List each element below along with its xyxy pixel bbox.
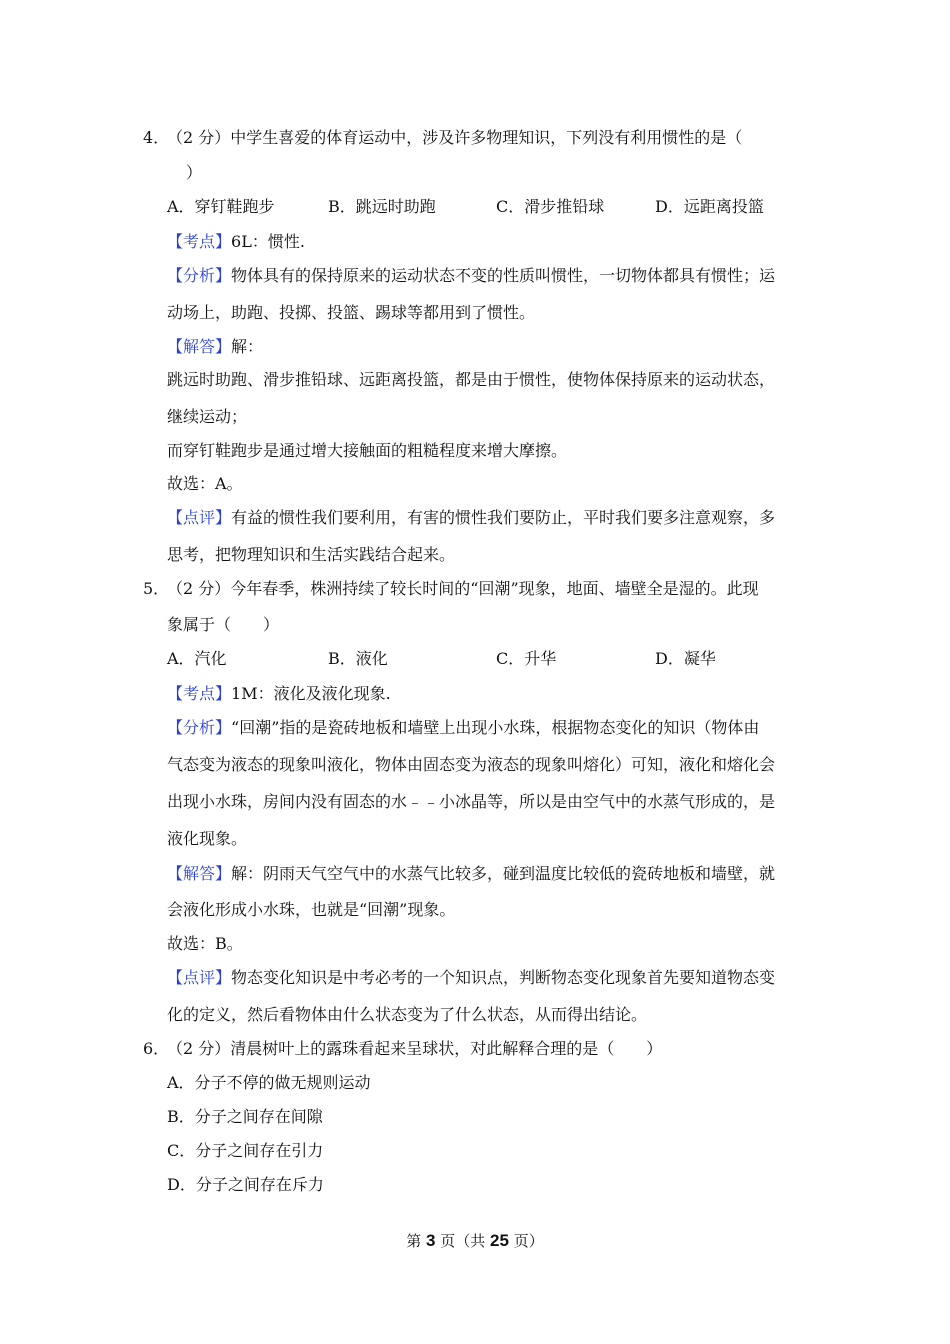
kaodian-text: 1M：液化及液化现象.	[231, 684, 391, 703]
q5-dianping-line2: 化的定义，然后看物体由什么状态变为了什么状态，从而得出结论。	[167, 1005, 648, 1024]
q6-stem-line1: （2 分）清晨树叶上的露珠看起来呈球状，对此解释合理的是（ ）	[167, 1039, 663, 1058]
q5-answer: 故选：B。	[167, 934, 243, 953]
q6-option-b: B．分子之间存在间隙	[167, 1107, 323, 1126]
jieda-text: 解：	[231, 337, 264, 356]
footer-total-pages: 25	[490, 1231, 509, 1250]
q6-option-a: A．分子不停的做无规则运动	[167, 1073, 371, 1092]
dianping-line1: 有益的惯性我们要利用，有害的惯性我们要防止，平时我们要多注意观察，多	[231, 508, 776, 527]
q5-dianping	[167, 968, 775, 988]
fenxi-tag: 【分析】	[167, 266, 232, 285]
q5-option-b: B．液化	[328, 649, 388, 668]
kaodian-tag: 【考点】	[167, 684, 232, 703]
q5-fenxi-line3: 出现小水珠，房间内没有固态的水﹣﹣小冰晶等，所以是由空气中的水蒸气形成的，是	[167, 792, 776, 811]
q5-jieda	[167, 864, 775, 884]
q4-jieda-line3: 继续运动；	[167, 407, 248, 426]
q4-stem-line1: （2 分）中学生喜爱的体育运动中，涉及许多物理知识，下列没有利用惯性的是（	[167, 128, 743, 147]
q4-kaodian	[167, 232, 305, 252]
q4-option-c: C．滑步推铅球	[496, 197, 605, 216]
q5-fenxi-line4: 液化现象。	[167, 829, 248, 848]
q4-fenxi-line2: 动场上，助跑、投掷、投篮、踢球等都用到了惯性。	[167, 303, 536, 322]
q4-jieda-line4: 而穿钉鞋跑步是通过增大接触面的粗糙程度来增大摩擦。	[167, 441, 568, 460]
footer-middle: 页（共	[435, 1232, 491, 1250]
footer-page-number: 3	[426, 1231, 436, 1250]
jieda-tag: 【解答】	[167, 337, 232, 356]
dianping-tag: 【点评】	[167, 508, 232, 527]
kaodian-text: 6L：惯性.	[231, 232, 305, 251]
q5-fenxi-line2: 气态变为液态的现象叫液化，物体由固态变为液态的现象叫熔化）可知，液化和熔化会	[167, 755, 776, 774]
footer-prefix: 第	[406, 1232, 427, 1250]
q5-jieda-line2: 会液化形成小水珠，也就是“回潮”现象。	[167, 900, 456, 919]
jieda-tag: 【解答】	[167, 864, 232, 883]
footer-suffix: 页）	[508, 1232, 544, 1250]
q4-jieda	[167, 337, 263, 357]
q5-kaodian	[167, 684, 391, 704]
q5-stem-line1: （2 分）今年春季，株洲持续了较长时间的“回潮”现象，地面、墙壁全是湿的。此现	[167, 579, 759, 598]
q6-number: 6．	[143, 1039, 170, 1058]
q4-dianping	[167, 508, 775, 528]
dianping-line1: 物态变化知识是中考必考的一个知识点，判断物态变化现象首先要知道物态变	[231, 968, 776, 987]
q5-option-c: C．升华	[496, 649, 557, 668]
q4-option-b: B．跳远时助跑	[328, 197, 436, 216]
q5-number: 5．	[143, 579, 170, 598]
q5-fenxi	[167, 718, 759, 738]
q4-jieda-line2: 跳远时助跑、滑步推铅球、远距离投篮，都是由于惯性，使物体保持原来的运动状态，	[167, 370, 776, 389]
fenxi-tag: 【分析】	[167, 718, 232, 737]
kaodian-tag: 【考点】	[167, 232, 232, 251]
fenxi-line1: “回潮”指的是瓷砖地板和墙壁上出现小水珠，根据物态变化的知识（物体由	[231, 718, 760, 737]
q4-number: 4．	[143, 128, 170, 147]
q5-option-d: D．凝华	[655, 649, 716, 668]
q4-answer: 故选：A。	[167, 474, 243, 493]
q4-option-a: A．穿钉鞋跑步	[167, 197, 275, 216]
q4-fenxi	[167, 266, 775, 286]
q6-option-c: C．分子之间存在引力	[167, 1141, 324, 1160]
q5-stem-line2: 象属于（ ）	[167, 615, 280, 634]
jieda-line1: 解：阴雨天气空气中的水蒸气比较多，碰到温度比较低的瓷砖地板和墙壁，就	[231, 864, 776, 883]
q4-dianping-line2: 思考，把物理知识和生活实践结合起来。	[167, 545, 456, 564]
fenxi-line1: 物体具有的保持原来的运动状态不变的性质叫惯性，一切物体都具有惯性；运	[231, 266, 776, 285]
q4-stem-line2: ）	[186, 163, 203, 182]
page-footer	[0, 1231, 950, 1251]
q4-option-d: D．远距离投篮	[655, 197, 764, 216]
q5-option-a: A．汽化	[167, 649, 227, 668]
dianping-tag: 【点评】	[167, 968, 232, 987]
q6-option-d: D．分子之间存在斥力	[167, 1175, 324, 1194]
